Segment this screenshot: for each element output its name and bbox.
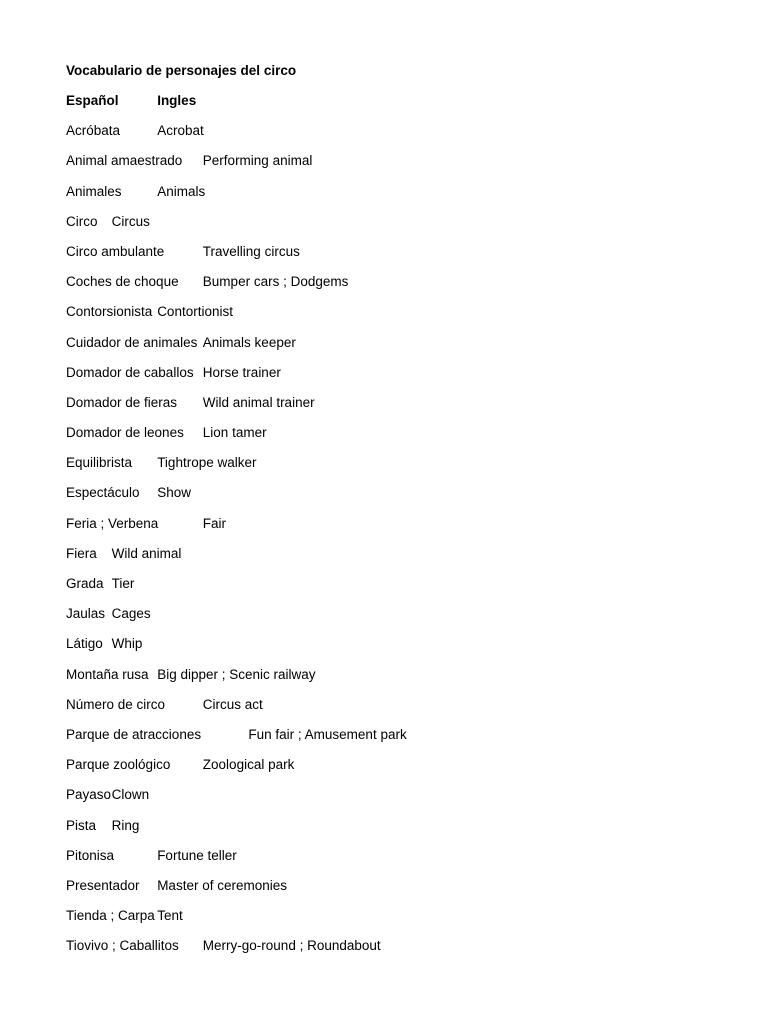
vocab-spanish: Número de circo — [66, 696, 166, 712]
vocab-row — [66, 150, 726, 180]
vocab-row — [66, 815, 726, 845]
vocab-english: Whip — [111, 636, 143, 652]
vocab-spanish: Jaulas — [66, 606, 106, 622]
vocab-row — [66, 543, 726, 573]
vocab-english: Circus — [111, 213, 150, 229]
vocab-spanish: Grada — [66, 576, 104, 591]
vocab-spanish: Domador de caballos — [66, 364, 194, 380]
vocab-row — [66, 784, 726, 814]
header-english: Ingles — [157, 93, 197, 108]
vocab-english: Tier — [111, 576, 135, 591]
vocab-english: Fair — [202, 515, 227, 531]
vocab-spanish: Parque zoológico — [66, 757, 171, 773]
header-row — [66, 90, 726, 120]
vocab-row — [66, 905, 726, 935]
vocab-row — [66, 120, 726, 150]
vocab-english: Fun fair ; Amusement park — [248, 726, 407, 742]
vocab-spanish: Coches de choque — [66, 274, 179, 290]
vocab-row — [66, 301, 726, 331]
vocab-row — [66, 271, 726, 301]
vocab-english: Animals — [157, 183, 206, 199]
vocab-spanish: Parque de atracciones — [66, 726, 202, 742]
vocabulary-list — [66, 120, 726, 965]
vocab-row — [66, 513, 726, 543]
vocab-english: Performing animal — [202, 153, 313, 169]
vocab-row — [66, 241, 726, 271]
vocab-english: Travelling circus — [202, 243, 300, 259]
vocab-english: Tightrope walker — [157, 455, 257, 471]
vocab-row — [66, 422, 726, 452]
vocab-spanish: Circo ambulante — [66, 243, 165, 259]
vocab-row — [66, 724, 726, 754]
vocab-english: Merry-go-round ; Roundabout — [202, 938, 381, 954]
vocab-english: Animals keeper — [202, 334, 296, 350]
vocab-english: Show — [157, 485, 191, 501]
vocab-spanish: Tienda ; Carpa — [66, 908, 155, 924]
vocab-row — [66, 664, 726, 694]
vocab-english: Lion tamer — [202, 425, 267, 441]
vocab-spanish: Cuidador de animales — [66, 334, 198, 350]
vocab-spanish: Montaña rusa — [66, 666, 149, 682]
vocab-row — [66, 845, 726, 875]
vocab-spanish: Domador de leones — [66, 425, 184, 441]
vocab-english: Contortionist — [157, 304, 233, 320]
vocab-row — [66, 694, 726, 724]
vocab-row — [66, 332, 726, 362]
vocab-english: Big dipper ; Scenic railway — [157, 666, 316, 682]
vocab-english: Master of ceremonies — [157, 877, 287, 893]
vocab-spanish: Fiera — [66, 545, 97, 561]
vocab-english: Circus act — [202, 696, 263, 712]
vocab-english: Clown — [111, 787, 150, 803]
vocab-spanish: Animales — [66, 183, 122, 199]
vocab-spanish: Acróbata — [66, 123, 121, 139]
vocab-row — [66, 875, 726, 905]
vocab-spanish: Presentador — [66, 877, 140, 893]
header-spanish: Español — [66, 93, 119, 108]
vocab-row — [66, 754, 726, 784]
vocab-spanish: Tiovivo ; Caballitos — [66, 938, 179, 954]
vocab-spanish: Equilibrista — [66, 455, 133, 471]
vocab-row — [66, 603, 726, 633]
document-title: Vocabulario de personajes del circo — [66, 63, 297, 78]
vocab-english: Wild animal — [111, 545, 182, 561]
vocab-english: Acrobat — [157, 123, 204, 139]
vocab-spanish: Animal amaestrado — [66, 153, 183, 169]
vocab-row — [66, 633, 726, 663]
vocab-row — [66, 573, 726, 603]
vocab-spanish: Payaso — [66, 787, 112, 803]
vocab-spanish: Contorsionista — [66, 304, 153, 320]
vocab-english: Horse trainer — [202, 364, 281, 380]
vocab-english: Bumper cars ; Dodgems — [202, 274, 349, 290]
vocab-english: Cages — [111, 606, 151, 622]
vocab-row — [66, 181, 726, 211]
vocab-spanish: Pista — [66, 817, 97, 833]
vocab-row — [66, 211, 726, 241]
vocab-row — [66, 482, 726, 512]
vocab-english: Zoological park — [202, 757, 295, 773]
vocab-row — [66, 392, 726, 422]
vocab-spanish: Látigo — [66, 636, 103, 652]
vocab-spanish: Pitonisa — [66, 847, 115, 863]
vocab-row — [66, 362, 726, 392]
vocab-english: Fortune teller — [157, 847, 237, 863]
vocab-english: Tent — [157, 908, 183, 924]
vocab-row — [66, 935, 726, 965]
vocab-spanish: Feria ; Verbena — [66, 515, 159, 531]
vocab-spanish: Domador de fieras — [66, 394, 178, 410]
vocab-spanish: Circo — [66, 213, 98, 229]
vocab-row — [66, 452, 726, 482]
document-page — [66, 60, 726, 965]
vocab-english: Ring — [111, 817, 140, 833]
vocab-english: Wild animal trainer — [202, 394, 315, 410]
vocab-spanish: Espectáculo — [66, 485, 140, 501]
